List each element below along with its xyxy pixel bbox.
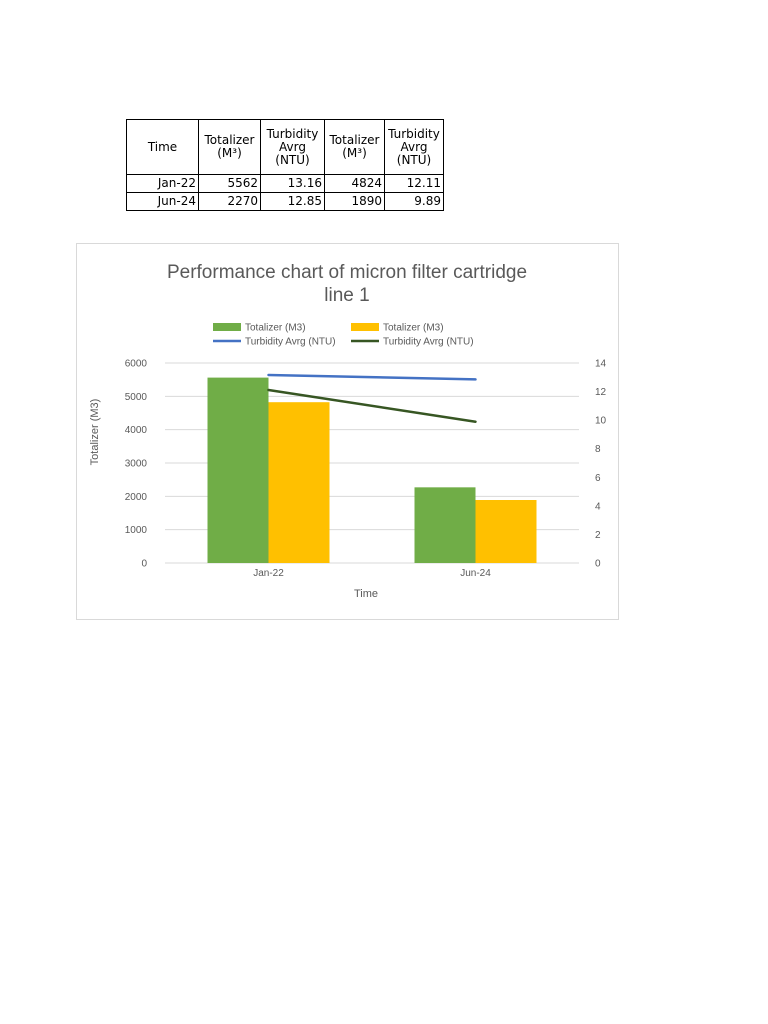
- header-totalizer-1: Totalizer (M³): [199, 120, 261, 175]
- table-cell: 1890: [325, 193, 385, 211]
- table-cell: 12.85: [261, 193, 325, 211]
- legend-swatch: [213, 323, 241, 331]
- y2-tick-label: 12: [595, 387, 607, 399]
- legend-label: Turbidity Avrg (NTU): [245, 336, 336, 348]
- y2-tick-label: 0: [595, 558, 601, 570]
- chart-svg: [77, 244, 618, 619]
- table-cell: 9.89: [385, 193, 444, 211]
- chart-title-line2: line 1: [324, 285, 370, 306]
- y-tick-label: 5000: [124, 391, 147, 403]
- table-cell: 12.11: [385, 175, 444, 193]
- legend-label: Turbidity Avrg (NTU): [383, 336, 474, 348]
- x-axis-title: Time: [353, 588, 379, 600]
- header-turbidity-1: Turbidity Avrg (NTU): [261, 120, 325, 175]
- table-row: [127, 175, 444, 193]
- bar: [208, 378, 269, 563]
- bar: [415, 487, 476, 563]
- header-turbidity-2: Turbidity Avrg (NTU): [385, 120, 444, 175]
- chart-container: [76, 243, 619, 620]
- table-cell: Jan-22: [127, 175, 199, 193]
- data-table: [126, 119, 444, 211]
- y2-axis-ticks: [595, 359, 607, 570]
- legend-swatch: [351, 323, 379, 331]
- legend-label: Totalizer (M3): [383, 322, 444, 334]
- y-axis-title: Totalizer (M3): [89, 398, 101, 466]
- y2-tick-label: 2: [595, 529, 601, 541]
- y-tick-label: 6000: [124, 358, 147, 370]
- series-line: [269, 375, 476, 379]
- x-tick-label: Jan-22: [253, 568, 284, 579]
- y2-tick-label: 14: [595, 358, 607, 370]
- y-tick-label: 4000: [124, 425, 147, 437]
- y-tick-label: 1000: [124, 525, 147, 537]
- table-cell: 2270: [199, 193, 261, 211]
- y2-tick-label: 10: [595, 415, 607, 427]
- table-header-row: [127, 120, 444, 175]
- y-tick-label: 0: [141, 558, 147, 570]
- y2-tick-label: 4: [595, 501, 601, 513]
- chart-legend: [213, 323, 474, 348]
- header-totalizer-2: Totalizer (M³): [325, 120, 385, 175]
- legend-label: Totalizer (M3): [245, 322, 306, 334]
- y-tick-label: 2000: [124, 491, 147, 503]
- table-row: [127, 193, 444, 211]
- header-time: Time: [127, 120, 199, 175]
- table-cell: 4824: [325, 175, 385, 193]
- table-cell: 5562: [199, 175, 261, 193]
- bar: [476, 500, 537, 563]
- y-axis-ticks: [125, 359, 148, 570]
- y-tick-label: 3000: [124, 458, 147, 470]
- y2-tick-label: 8: [595, 444, 601, 456]
- table-cell: Jun-24: [127, 193, 199, 211]
- chart-title-line1: Performance chart of micron filter cartridge: [166, 262, 528, 283]
- x-tick-label: Jun-24: [460, 568, 491, 579]
- y2-tick-label: 6: [595, 472, 601, 484]
- x-axis-ticks: [253, 568, 491, 579]
- table-cell: 13.16: [261, 175, 325, 193]
- bar: [269, 402, 330, 563]
